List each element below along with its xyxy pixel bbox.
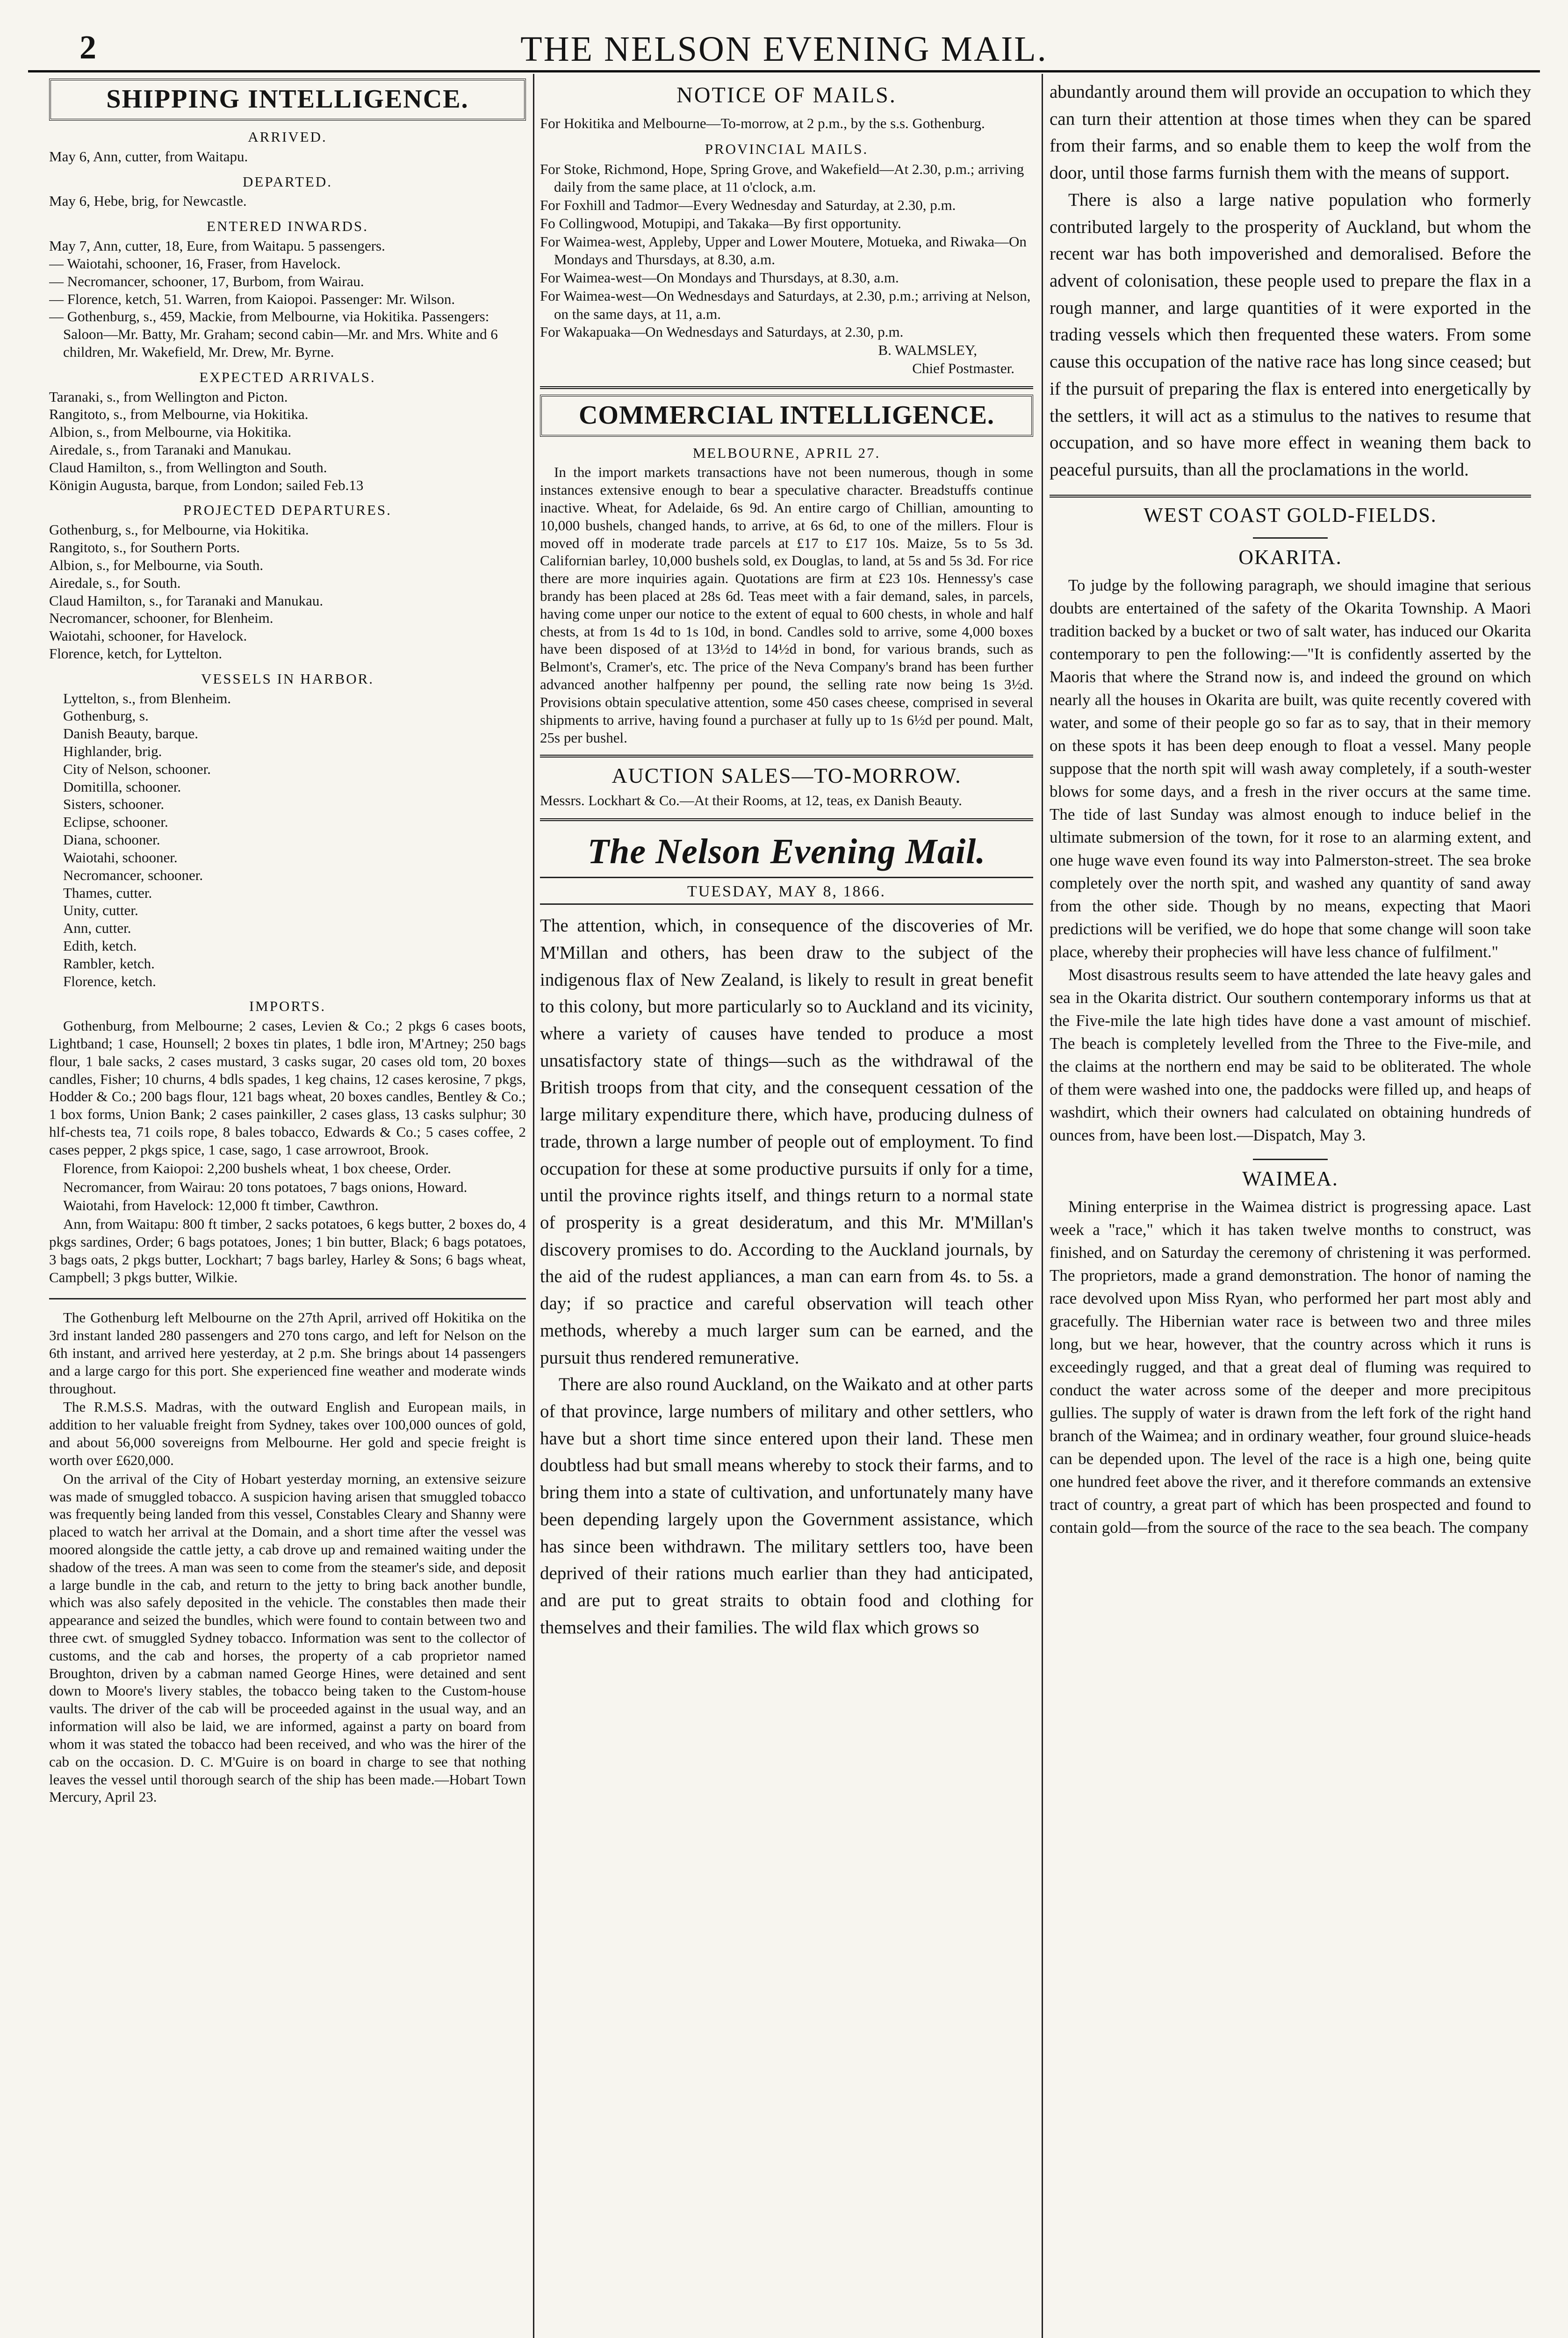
- mails-heading: NOTICE OF MAILS.: [676, 83, 897, 108]
- column-continuation: [1050, 79, 1531, 2338]
- list-item: Rangitoto, s., for Southern Ports.: [49, 539, 240, 556]
- short-rule: [1253, 537, 1328, 539]
- list-item: Airedale, s., for South.: [49, 574, 181, 591]
- section-subheading: ENTERED INWARDS.: [207, 218, 368, 235]
- list-item: Rambler, ketch.: [63, 955, 155, 972]
- imports-paragraph: Florence, from Kaiopoi: 2,200 bushels wheat, 1 box cheese, Order.: [63, 1160, 451, 1176]
- section-subheading: PROJECTED DEPARTURES.: [183, 502, 392, 519]
- section-subheading: PROVINCIAL MAILS.: [705, 140, 869, 157]
- list-item: Waiotahi, schooner, for Havelock.: [49, 628, 247, 644]
- section-subheading: DEPARTED.: [243, 173, 332, 190]
- list-item: May 7, Ann, cutter, 18, Eure, from Waitapu. 5 passengers.: [49, 238, 385, 254]
- section-divider: [540, 386, 1033, 389]
- signature-title: Chief Postmaster.: [912, 360, 1014, 376]
- list-item: — Florence, ketch, 51. Warren, from Kaiopoi. Passenger: Mr. Wilson.: [49, 290, 455, 307]
- list-item: Necromancer, schooner, for Blenheim.: [49, 610, 273, 627]
- imports-paragraph: Gothenburg, from Melbourne; 2 cases, Levien & Co.; 2 pkgs 6 cases boots, Lightband; 1 case, Hounsell; 2 boxes tin plates, 1 bdle iron, M'Artney; 250 bags flour, 1 bale sacks, 2 cases mustard, 3 casks sugar, 20 cases old tom, 20 boxes candles, Fisher; 10 churns, 4 bdls spades, 1 keg chains, 12 cases kerosine, 7 pkgs, Hodder & Co.; 200 bags flour, 121 bags wheat, 20 boxes candles, Bentley & Co.; 1 box forms, Union Bank; 2 cases painkiller, 2 cases glass, 13 casks sulphur; 30 hlf-chests tea, 71 coils rope, 8 bales tobacco, Edwards & Co.; 5 cases coffee, 2 cases pepper, 2 pkgs spice, 1 case, sago, 1 case arrowroot, Brook.: [49, 1017, 526, 1158]
- list-item: May 6, Hebe, brig, for Newcastle.: [49, 193, 247, 209]
- section-subheading: ARRIVED.: [248, 129, 327, 145]
- list-item: Unity, cutter.: [63, 902, 138, 919]
- list-item: Danish Beauty, barque.: [63, 725, 198, 742]
- list-item: Eclipse, schooner.: [63, 814, 168, 830]
- goldfields-heading: WEST COAST GOLD-FIELDS.: [1144, 503, 1437, 527]
- mail-item: For Waimea-west—On Wednesdays and Saturdays, at 2.30, p.m.; arriving at Nelson, on the same days, at 11, a.m.: [540, 287, 1031, 322]
- column-rule: [1042, 74, 1043, 2338]
- list-item: Airedale, s., from Taranaki and Manukau.: [49, 441, 292, 458]
- mail-item: For Wakapuaka—On Wednesdays and Saturdays, at 2.30, p.m.: [540, 324, 904, 340]
- imports-paragraph: Waiotahi, from Havelock: 12,000 ft timber, Cawthron.: [63, 1197, 379, 1214]
- list-item: Highlander, brig.: [63, 743, 162, 759]
- editorial-paragraph: The attention, which, in consequence of the discoveries of Mr. M'Millan and others, has been draw to the subject of the indigenous flax of New Zealand, is likely to result in great benefit to this colony, but more particularly so to Auckland and its vicinity, where a variety of causes have tended to produce a most unsatisfactory state of things—such as the withdrawal of the British troops from that city, and the consequent cessation of the large military expenditure there, which have, producing dulness of trade, thrown a large number of people out of employment. To find occupation for these at some productive pursuits if only for a time, until the province rights itself, and things return to a normal state of prosperity is a great desideratum, and this Mr. M'Millan's discovery promises to do. According to the Auckland journals, by the aid of the rudest appliances, a man can earn from 4s. to 5s. a day; if so practice and careful observation will teach other methods, whereby a much larger sum can be earned, and the pursuit thus rendered remunerative.: [540, 916, 1033, 1368]
- mail-item: For Waimea-west—On Mondays and Thursdays, at 8.30, a.m.: [540, 269, 899, 286]
- commercial-text: In the import markets transactions have not been numerous, though in some instances extensive enough to bear a speculative character. Breadstuffs continue inactive. Wheat, for Adelaide, 6s 9d. An entire cargo of Chillian, amounting to 10,000 bushels, changed hands, to arrive, at 6s 6d, to one of the millers. Flour is moved off in moderate trade parcels at £17 to £17 10s. Maize, 5s to 5s 3d. Californian barley, 10,000 bushels sold, ex Douglas, to land, at 5s and 5s 3d. For rice there are more inquiries again. Quotations are firm at £23 10s. Hennessy's case brandy has been placed at 28s 6d. Teas meet with a fair demand, sales, in parcels, having come unper our notice to the extent of equal to 600 chests, in whole and half chests, at from 1s 4d to 1s 10d, in bond. Candles sold to arrive, some 4,000 boxes have been disposed of at 13½d to 14½d in bond, for various brands, such as Belmont's, Cramer's, etc. The price of the Neva Company's brand has been further advanced another halfpenny per pound, the selling rate now being 1s 3½d. Provisions obtain speculative attention, some 450 cases cheese, comprised in several shipments to arrive, having found a purchaser at fully up to 1s 6½d per pound. Malt, 25s per bushel.: [540, 464, 1033, 746]
- list-item: Diana, schooner.: [63, 831, 160, 848]
- section-subheading: VESSELS IN HARBOR.: [201, 670, 374, 687]
- page-number: 2: [79, 29, 96, 66]
- section-divider: [540, 818, 1033, 821]
- news-paragraph: On the arrival of the City of Hobart yesterday morning, an extensive seizure was made of smuggled tobacco. A suspicion having arisen that smuggled tobacco was frequently being landed from this vessel, Constables Cleary and Shanny were placed to watch her arrival at the Domain, and a short time after the vessel was moored alongside the cattle jetty, a cab drove up and remained waiting under the shadow of the trees. A man was seen to come from the steamer's side, and deposit a large bundle in the cab, and return to the jetty to bring back another bundle, which was also safely deposited in the vehicle. The constables then made their appearance and seized the bundles, which were found to contain between two and three cwt. of smuggled Sydney tobacco. Information was sent to the collector of customs, and the cab and horses, the property of a cab proprietor named Broughton, driven by a cabman named George Hines, were detained and sent down to Moore's livery stables, the tobacco being taken to the Custom-house vaults. The driver of the cab will be proceeded against in the usual way, and an information will also be laid, we are informed, against a party on board from whom it was stated the tobacco had been received, and who was the hirer of the cab on the occasion. D. C. M'Guire is on board in charge to see that nothing leaves the vessel until thorough search of the ship has been made.—Hobart Town Mercury, April 23.: [49, 1470, 526, 1805]
- section-subheading: IMPORTS.: [249, 998, 326, 1015]
- column-shipping: [49, 79, 526, 2338]
- masthead-rule: [28, 70, 1540, 72]
- list-item: Rangitoto, s., from Melbourne, via Hokitika.: [49, 406, 309, 423]
- short-rule: [1253, 1159, 1328, 1160]
- list-item: Ann, cutter.: [63, 920, 131, 937]
- dateline: MELBOURNE, APRIL 27.: [692, 444, 881, 461]
- waimea-paragraph: Mining enterprise in the Waimea district is progressing apace. Last week a "race," which it has taken twelve months to construct, was finished, and on Saturday the ceremony of christening it was performed. The proprietors, made a grand demonstration. The honor of naming the race devolved upon Miss Ryan, who performed her part most ably and gracefully. The Hibernian water race is between two and three miles long, but we hear, however, that the country across which it runs is exceedingly rugged, and that a great deal of fluming was required to conduct the water across some of the deeper and more precipitous gullies. The supply of water is drawn from the left fork of the right hand branch of the Waimea; and in ordinary weather, four ground sluice-heads can be depended upon. The level of the race is a high one, being quite one hundred feet above the river, and it therefore commands an extensive tract of country, a great part of which has been prospected and found to contain gold—from the source of the race to the sea beach. The company: [1050, 1197, 1531, 1537]
- section-divider: [1050, 495, 1531, 498]
- list-item: — Gothenburg, s., 459, Mackie, from Melbourne, via Hokitika. Passengers: Saloon—Mr. Batty, Mr. Graham; second cabin—Mr. and Mrs. White and 6 children, Mr. Wakefield, Mr. Drew, Mr. Byrne.: [49, 308, 498, 360]
- list-item: Taranaki, s., from Wellington and Picton.: [49, 388, 288, 405]
- list-item: Lyttelton, s., from Blenheim.: [63, 690, 231, 707]
- editorial-paragraph: abundantly around them will provide an occupation to which they can turn their attention at those times when they can be spared from their farms, and so enable them to keep the wolf from the door, until those farms furnish them with the means of support.: [1050, 82, 1531, 183]
- okarita-heading: OKARITA.: [1238, 545, 1342, 569]
- imports-paragraph: Necromancer, from Wairau: 20 tons potatoes, 7 bags onions, Howard.: [63, 1178, 468, 1195]
- waimea-heading: WAIMEA.: [1242, 1167, 1338, 1190]
- list-item: — Necromancer, schooner, 17, Burbom, from Wairau.: [49, 273, 364, 289]
- shipping-heading: SHIPPING INTELLIGENCE.: [49, 79, 526, 121]
- auction-item: Messrs. Lockhart & Co.—At their Rooms, at 12, teas, ex Danish Beauty.: [540, 792, 962, 809]
- commercial-heading: COMMERCIAL INTELLIGENCE.: [540, 395, 1033, 437]
- list-item: Albion, s., for Melbourne, via South.: [49, 556, 264, 573]
- list-item: Edith, ketch.: [63, 937, 137, 954]
- section-subheading: EXPECTED ARRIVALS.: [199, 368, 376, 385]
- mail-item: Fo Collingwood, Motupipi, and Takaka—By first opportunity.: [540, 215, 901, 231]
- okarita-paragraph: To judge by the following paragraph, we should imagine that serious doubts are entertained of the safety of the Okarita Township. A Maori tradition backed by a bucket or two of salt water, has induced our Okarita contemporary to pen the following:—"It is confidently asserted by the Maoris that where the Strand now is, and indeed the ground on which nearly all the houses in Okarita are built, was quite recently covered with water, and some of their people go so far as to say, that in their memory on these spots it has been deep enough to float a vessel. Many people suppose that the north spit will wash away completely, if a south-wester blows for some days, and a fresh in the river occurs at the same time. The tide of last Sunday was almost enough to induce belief in the ultimate submersion of the town, for it rose to an alarming extent, and one huge wave even found its way into Palmerston-street. The sea broke completely over the north spit, and washed any quantity of sand away from the other side. Though by no means, expecting that Maori predictions will be verified, we do hope that some change will soon take place, whereby their prophecies will have less chance of fulfilment.": [1050, 576, 1531, 961]
- list-item: — Waiotahi, schooner, 16, Fraser, from Havelock.: [49, 255, 341, 272]
- mail-item: For Hokitika and Melbourne—To-morrow, at 2 p.m., by the s.s. Gothenburg.: [540, 115, 985, 131]
- news-paragraph: The Gothenburg left Melbourne on the 27th April, arrived off Hokitika on the 3rd instant landed 280 passengers and 270 tons cargo, and left for Nelson on the 6th instant, and arrived here yesterday, at 2 p.m. She brings about 14 passengers and a large cargo for this port. She experienced fine weather and moderate winds throughout.: [49, 1309, 526, 1397]
- list-item: Albion, s., from Melbourne, via Hokitika.: [49, 424, 292, 440]
- signature: B. WALMSLEY,: [878, 342, 977, 358]
- list-item: May 6, Ann, cutter, from Waitapu.: [49, 148, 248, 165]
- list-item: Domitilla, schooner.: [63, 778, 181, 795]
- editorial-paragraph: There is also a large native population who formerly contributed largely to the prosperity of Auckland, but whom the recent war has both impoverished and demoralised. Before the advent of colonisation, these people used to prepare the flax in a rough manner, and large quantities of it were exported in the trading vessels which then frequented these waters. From some cause this occupation of the native race has long since ceased; but if the pursuit of preparing the flax is entered into energetically by the settlers, it will act as a stimulus to the natives to resume that occupation, and so have more effect in weaning them back to peaceful pursuits, than all the proclamations in the world.: [1050, 189, 1531, 480]
- editorial-paragraph: There are also round Auckland, on the Waikato and at other parts of that province, large numbers of military and other settlers, who have but a short time since entered upon their land. These men doubtless had but small means whereby to stock their farms, and to bring them into a state of cultivation, and unfortunately many have been depending largely upon the Government assistance, which has since been withdrawn. The military settlers too, have been deprived of their rations much earlier than they had anticipated, and are put to great straits to obtain food and clothing for themselves and their families. The wild flax which grows so: [540, 1374, 1033, 1638]
- auction-heading: AUCTION SALES—TO-MORROW.: [611, 764, 962, 788]
- imports-paragraph: Ann, from Waitapu: 800 ft timber, 2 sacks potatoes, 6 kegs butter, 2 boxes do, 4 pkgs sardines, Order; 6 bags potatoes, Jones; 1 bin butter, Black; 6 bags potatoes, 3 bags oats, 2 pkgs butter, Lockhart; 7 bags barley, Harley & Sons; 6 bags wheat, Campbell; 3 pkgs butter, Wilkie.: [49, 1216, 526, 1285]
- nameplate: The Nelson Evening Mail.: [587, 832, 986, 872]
- masthead: [28, 0, 1540, 69]
- list-item: Waiotahi, schooner.: [63, 849, 178, 866]
- paper-title: THE NELSON EVENING MAIL.: [520, 29, 1048, 69]
- rule: [540, 877, 1033, 878]
- list-item: Florence, ketch.: [63, 973, 156, 989]
- okarita-paragraph: Most disastrous results seem to have attended the late heavy gales and sea in the Okarita district. Our southern contemporary informs us that at the Five-mile the late high tides have done a vast amount of mischief. The beach is completely levelled from the Three to the Five-mile, and the claims at the northern end may be said to be obliterated. The whole of them were washed into one, the paddocks were filled up, and heaps of washdirt, which their owners had calculated on obtaining hundreds of ounces from, have been lost.—Dispatch, May 3.: [1050, 965, 1531, 1144]
- list-item: Gothenburg, s., for Melbourne, via Hokitika.: [49, 521, 309, 538]
- list-item: Claud Hamilton, s., from Wellington and South.: [49, 459, 327, 476]
- list-item: Königin Augusta, barque, from London; sailed Feb.13: [49, 476, 364, 493]
- list-item: Sisters, schooner.: [63, 796, 165, 813]
- rule: [540, 903, 1033, 905]
- list-item: City of Nelson, schooner.: [63, 760, 211, 777]
- list-item: Thames, cutter.: [63, 884, 152, 901]
- column-rule: [533, 74, 534, 2338]
- section-divider: [49, 1298, 526, 1299]
- mail-item: For Stoke, Richmond, Hope, Spring Grove, and Wakefield—At 2.30, p.m.; arriving daily from the same place, at 11 o'clock, a.m.: [540, 160, 1024, 195]
- list-item: Necromancer, schooner.: [63, 866, 203, 883]
- list-item: Claud Hamilton, s., for Taranaki and Manukau.: [49, 592, 324, 609]
- list-item: Florence, ketch, for Lyttelton.: [49, 645, 223, 662]
- section-divider: [540, 755, 1033, 758]
- news-paragraph: The R.M.S.S. Madras, with the outward English and European mails, in addition to her valuable freight from Sydney, takes over 100,000 ounces of gold, and about 56,000 sovereigns from Melbourne. Her gold and specie freight is worth over £620,000.: [49, 1399, 526, 1468]
- mail-item: For Foxhill and Tadmor—Every Wednesday and Saturday, at 2.30, p.m.: [540, 197, 956, 213]
- list-item: Gothenburg, s.: [63, 707, 149, 724]
- column-notices: [540, 79, 1033, 2338]
- editorial-date: TUESDAY, MAY 8, 1866.: [687, 883, 886, 901]
- mail-item: For Waimea-west, Appleby, Upper and Lower Moutere, Motueka, and Riwaka—On Mondays and Thursdays, at 8.30, a.m.: [540, 233, 1027, 268]
